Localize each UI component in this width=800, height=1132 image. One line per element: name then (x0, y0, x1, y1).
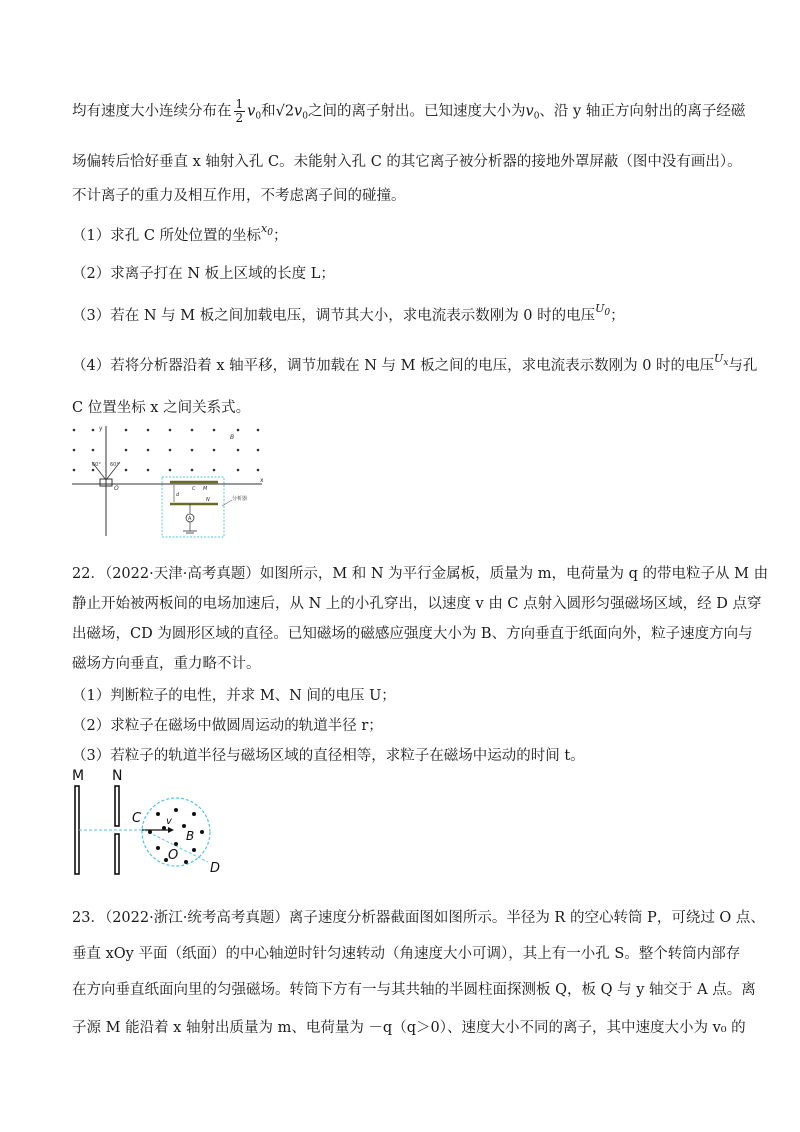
q22-item1: （1）判断粒子的电性，并求 M、N 间的电压 U； (72, 688, 396, 704)
hole-c-label: C (192, 486, 196, 492)
q21-item4-end: 与孔 (728, 358, 758, 374)
angle-label-right: 60° (110, 462, 119, 468)
u0-symbol (595, 302, 611, 318)
plate-m (75, 786, 79, 874)
point-c-label: C (132, 811, 142, 826)
velocity-arrowhead (168, 827, 174, 833)
center-o-label: O (168, 848, 179, 863)
ammeter-label: A (188, 516, 192, 522)
q21-item3-end: ； (610, 308, 625, 324)
q22-item3: （3）若粒子的轨道半径与磁场区域的直径相等，求粒子在磁场中运动的时间 t。 (72, 748, 585, 764)
fraction-denominator: 2 (235, 111, 244, 125)
plate-m-label: M (203, 486, 208, 492)
q21-line1-suffix: 之间的离子射出。已知速度大小为 (307, 103, 526, 120)
q22-line4: 磁场方向垂直，重力略不计。 (72, 656, 261, 672)
ux-var: U (714, 352, 724, 365)
q22-figure (66, 766, 226, 878)
q21-item2: （2）求离子打在 N 板上区域的长度 L； (72, 266, 335, 282)
q23-line1: 23．（2022·浙江·统考高考真题）离子速度分析器截面图如图所示。半径为 R 的空心转筒 P，可绕过 O 点、 (72, 910, 765, 926)
q21-line3: 不计离子的重力及相互作用，不考虑离子间的碰撞。 (72, 188, 406, 204)
b-field-label: B (186, 829, 195, 843)
q21-item3-text: （3）若在 N 与 M 板之间加载电压，调节其大小，求电流表示数刚为 0 时的电压 (72, 308, 596, 324)
plate-n-label: N (112, 768, 123, 784)
angle-label-left: 60° (92, 462, 101, 468)
plate-n-label: N (206, 497, 210, 503)
q22-line1: 22．（2022·天津·高考真题）如图所示，M 和 N 为平行金属板，质量为 m，电荷量为 q 的带电粒子从 M 由 (72, 566, 769, 582)
analyzer-label: 分析器 (232, 496, 248, 502)
v0-symbol: v (247, 103, 256, 120)
q21-item4-line2: C 位置坐标 x 之间关系式。 (72, 400, 251, 416)
u0-var: U (595, 302, 605, 315)
origin-label: O (114, 485, 119, 492)
sqrt2-symbol: √2 (275, 103, 295, 120)
x-axis-label: x (260, 477, 264, 484)
q21-line1 (72, 98, 745, 125)
q21-item3 (72, 302, 625, 325)
q21-item1-end: ； (273, 228, 288, 244)
q23-line4: 子源 M 能沿着 x 轴射出质量为 m、电荷量为 －q（q＞0）、速度大小不同的离子，其中速度大小为 v₀ 的 (72, 1020, 746, 1036)
q23-line2: 垂直 xOy 平面（纸面）的中心轴逆时针匀速转动（角速度大小可调），其上有一小孔 S。整个转筒内部存 (72, 946, 741, 962)
ux-symbol (714, 352, 729, 368)
q23-line3: 在方向垂直纸面向里的匀强磁场。转筒下方有一与其共轴的半圆柱面探测板 Q，板 Q 与 y 轴交于 A 点。离 (72, 982, 756, 998)
u0-sub: 0 (604, 308, 611, 318)
q21-item4-text: （4）若将分析器沿着 x 轴平移，调节加载在 N 与 M 板之间的电压，求电流表示数刚为 0 时的电压 (72, 358, 715, 374)
v0-subscript-3: 0 (533, 111, 540, 122)
v0-subscript-2: 0 (302, 111, 308, 122)
gap-d-label: d (176, 492, 180, 498)
analyzer-pointer (222, 500, 232, 506)
q22-item2: （2）求粒子在磁场中做圆周运动的轨道半径 r； (72, 718, 383, 734)
and-word: 和 (261, 103, 276, 120)
q22-line2: 静止开始被两板间的电场加速后，从 N 上的小孔穿出，以速度 v 由 C 点射入圆形匀强磁场区域，经 D 点穿 (72, 596, 762, 612)
point-d-label: D (210, 861, 221, 876)
plate-n-lower (115, 834, 119, 874)
v0-symbol-3: v (525, 103, 534, 120)
plate-m-label: M (72, 768, 85, 784)
q21-item4 (72, 352, 757, 375)
q21-line1-prefix: 均有速度大小连续分布在 (72, 103, 232, 120)
q21-line1-end: 、沿 y 轴正方向射出的离子经磁 (539, 103, 746, 120)
y-axis-label: y (99, 425, 103, 432)
x0-symbol (261, 222, 273, 238)
ux-sub: x (723, 358, 729, 368)
q21-item1 (72, 222, 288, 245)
fraction-numerator: 1 (235, 97, 244, 111)
b-label: B (230, 434, 235, 441)
v0-symbol-2: v (294, 103, 303, 120)
q21-line2: 场偏转后恰好垂直 x 轴射入孔 C。未能射入孔 C 的其它离子被分析器的接地外罩屏蔽（图中没有画出）。 (72, 154, 742, 170)
q22-line3: 出磁场，CD 为圆形区域的直径。已知磁场的磁感应强度大小为 B、方向垂直于纸面向外，粒子速度方向与 (72, 626, 753, 642)
x0-sub: 0 (267, 228, 273, 238)
velocity-label: v (166, 816, 172, 827)
q21-figure (66, 422, 266, 540)
half-fraction (234, 98, 246, 125)
v0-subscript: 0 (255, 111, 262, 122)
x0-var: x (261, 222, 268, 235)
q21-item1-text: （1）求孔 C 所处位置的坐标 (72, 228, 262, 244)
plate-n-upper (115, 786, 119, 826)
